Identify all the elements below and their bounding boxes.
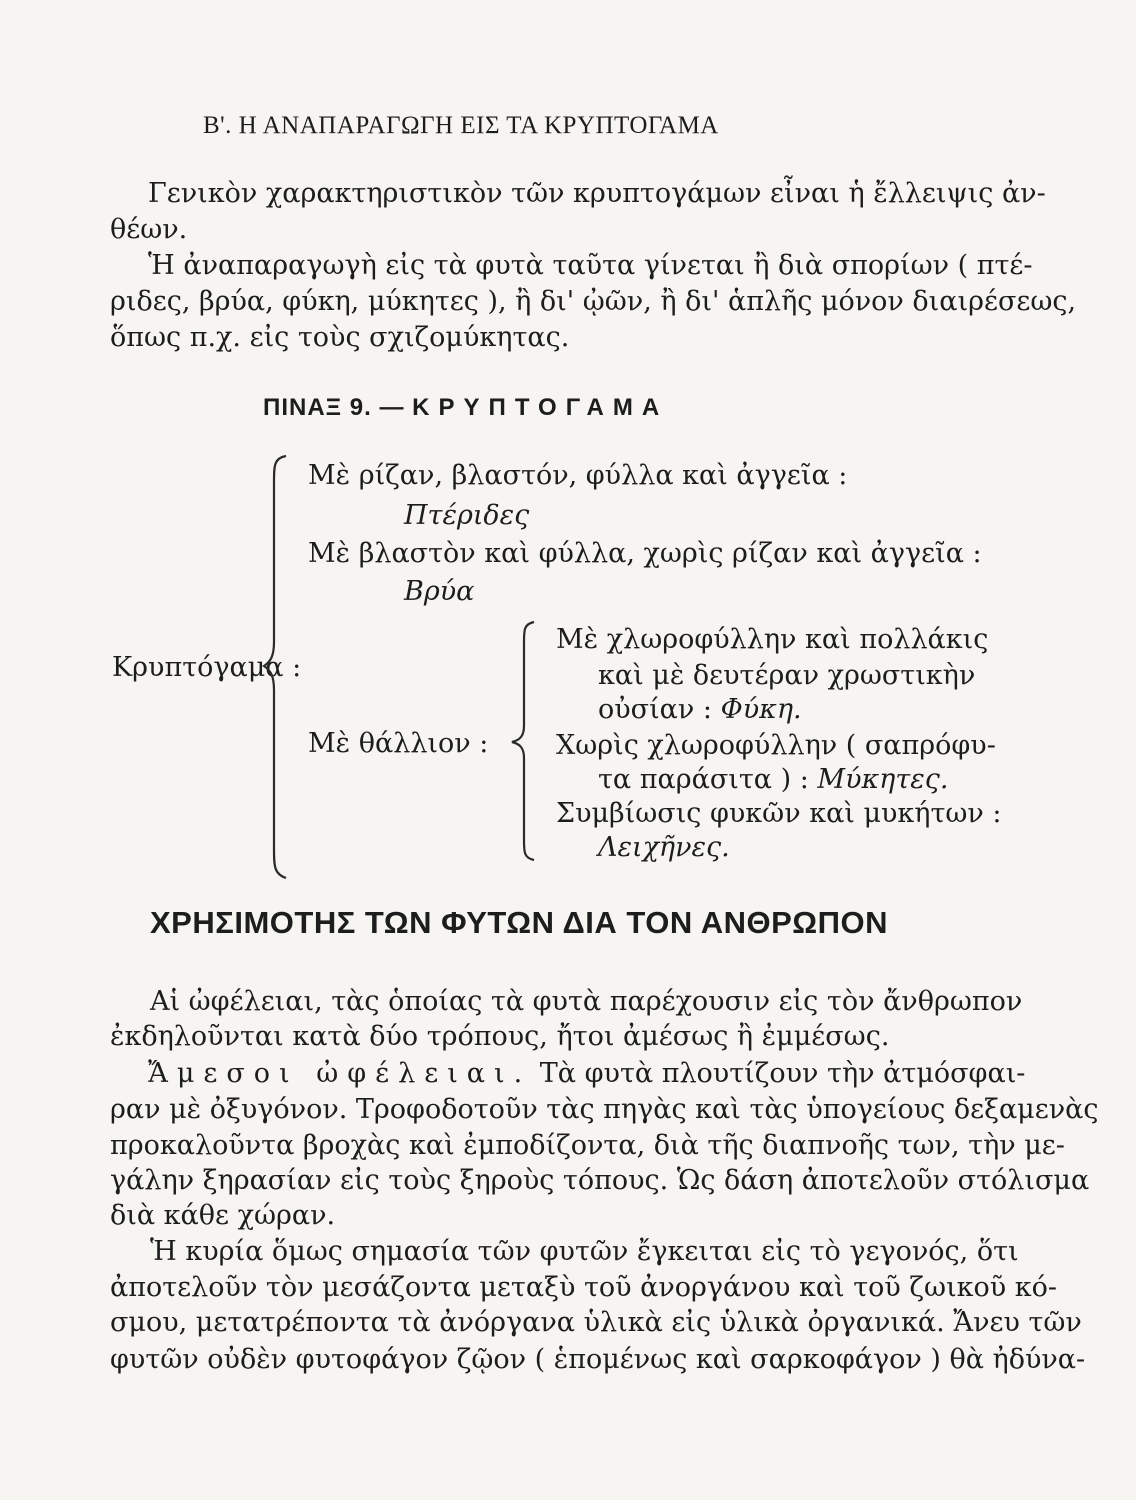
algae-name: Φύκη. — [720, 694, 802, 725]
table-title-word: ΚΡΥΠΤΟΓΑΜΑ — [412, 394, 669, 421]
mosses-description: Μὲ βλαστὸν καὶ φύλλα, χωρὶς ρίζαν καὶ ἀγγεῖα : — [308, 538, 982, 569]
intro-line: Γενικὸν χαρακτηριστικὸν τῶν κρυπτογάμων εἶναι ἡ ἔλλειψις ἀν- — [148, 178, 1046, 209]
algae-line: καὶ μὲ δευτέραν χρωστικὴν — [598, 660, 976, 691]
paragraph-line: σμου, μετατρέποντα τὰ ἀνόργανα ὑλικὰ εἰς ὑλικὰ ὀργανικά. Ἄνευ τῶν — [110, 1307, 1082, 1338]
paragraph-line: ἀποτελοῦν τὸν μεσάζοντα μεταξὺ τοῦ ἀνοργάνου καὶ τοῦ ζωικοῦ κό- — [110, 1272, 1058, 1303]
paragraph-line: ραν μὲ ὀξυγόνον. Τροφοδοτοῦν τὰς πηγὰς καὶ τὰς ὑπογείους δεξαμενὰς — [110, 1094, 1099, 1125]
section-heading: ΧΡΗΣΙΜΟΤΗΣ ΤΩΝ ΦΥΤΩΝ ΔΙΑ ΤΟΝ ΑΝΘΡΩΠΟΝ — [150, 905, 889, 940]
fungi-line: τα παράσιτα ) : — [598, 764, 809, 795]
table-title-prefix: ΠΙΝΑΞ 9. — — [263, 394, 405, 421]
direct-benefits-term: Ἄμεσοι ὠφέλειαι. — [148, 1058, 532, 1089]
intro-line: ὅπως π.χ. εἰς τοὺς σχιζομύκητας. — [110, 322, 570, 353]
intro-line: θέων. — [110, 214, 188, 245]
fungi-name: Μύκητες. — [817, 764, 949, 795]
intro-line: Ἡ ἀναπαραγωγὴ εἰς τὰ φυτὰ ταῦτα γίνεται ἢ διὰ σπορίων ( πτέ- — [148, 250, 1033, 281]
paragraph-line: Αἱ ὠφέλειαι, τὰς ὁποίας τὰ φυτὰ παρέχουσιν εἰς τὸν ἄνθρωπον — [150, 986, 1023, 1017]
paragraph-line: προκαλοῦντα βροχὰς καὶ ἐμποδίζοντα, διὰ τῆς διαπνοῆς των, τὴν με- — [110, 1130, 1065, 1161]
table-title — [263, 394, 668, 422]
mosses-name: Βρύα — [404, 576, 475, 607]
algae-line: οὐσίαν : — [598, 694, 713, 725]
paragraph-line: Τὰ φυτὰ πλουτίζουν τὴν ἀτμόσφαι- — [539, 1058, 1026, 1089]
lichens-line: Συμβίωσις φυκῶν καὶ μυκήτων : — [556, 798, 1002, 829]
paragraph-line: γάλην ξηρασίαν εἰς τοὺς ξηροὺς τόπους. Ὡς δάση ἀποτελοῦν στόλισμα — [110, 1165, 1090, 1196]
section-title: Β'. Η ΑΝΑΠΑΡΑΓΩΓΗ ΕΙΣ ΤΑ ΚΡΥΠΤΟΓΑΜΑ — [203, 112, 719, 139]
fungi-line: Χωρὶς χλωροφύλλην ( σαπρόφυ- — [556, 730, 996, 761]
algae-line: Μὲ χλωροφύλλην καὶ πολλάκις — [556, 624, 989, 655]
paragraph-line: ἐκδηλοῦνται κατὰ δύο τρόπους, ἤτοι ἀμέσως ἢ ἐμμέσως. — [110, 1021, 890, 1052]
left-brace-icon — [262, 452, 296, 882]
intro-line: ριδες, βρύα, φύκη, μύκητες ), ἢ δι' ᾠῶν, ἢ δι' ἁπλῆς μόνον διαιρέσεως, — [110, 286, 1077, 317]
paragraph-line: Ἡ κυρία ὅμως σημασία τῶν φυτῶν ἔγκειται εἰς τὸ γεγονός, ὅτι — [150, 1236, 1019, 1267]
thallus-label: Μὲ θάλλιον : — [308, 728, 489, 759]
lichens-name: Λειχῆνες. — [598, 832, 730, 863]
ferns-name: Πτέριδες — [404, 500, 530, 531]
ferns-description: Μὲ ρίζαν, βλαστόν, φύλλα καὶ ἀγγεῖα : — [308, 460, 848, 491]
left-brace-icon — [508, 618, 542, 864]
paragraph-line: φυτῶν οὐδὲν φυτοφάγον ζῷον ( ἑπομένως καὶ σαρκοφάγον ) θὰ ἠδύνα- — [110, 1344, 1086, 1375]
paragraph-line: διὰ κάθε χώραν. — [110, 1200, 336, 1231]
table-root-label: Κρυπτόγαμα : — [112, 652, 302, 683]
